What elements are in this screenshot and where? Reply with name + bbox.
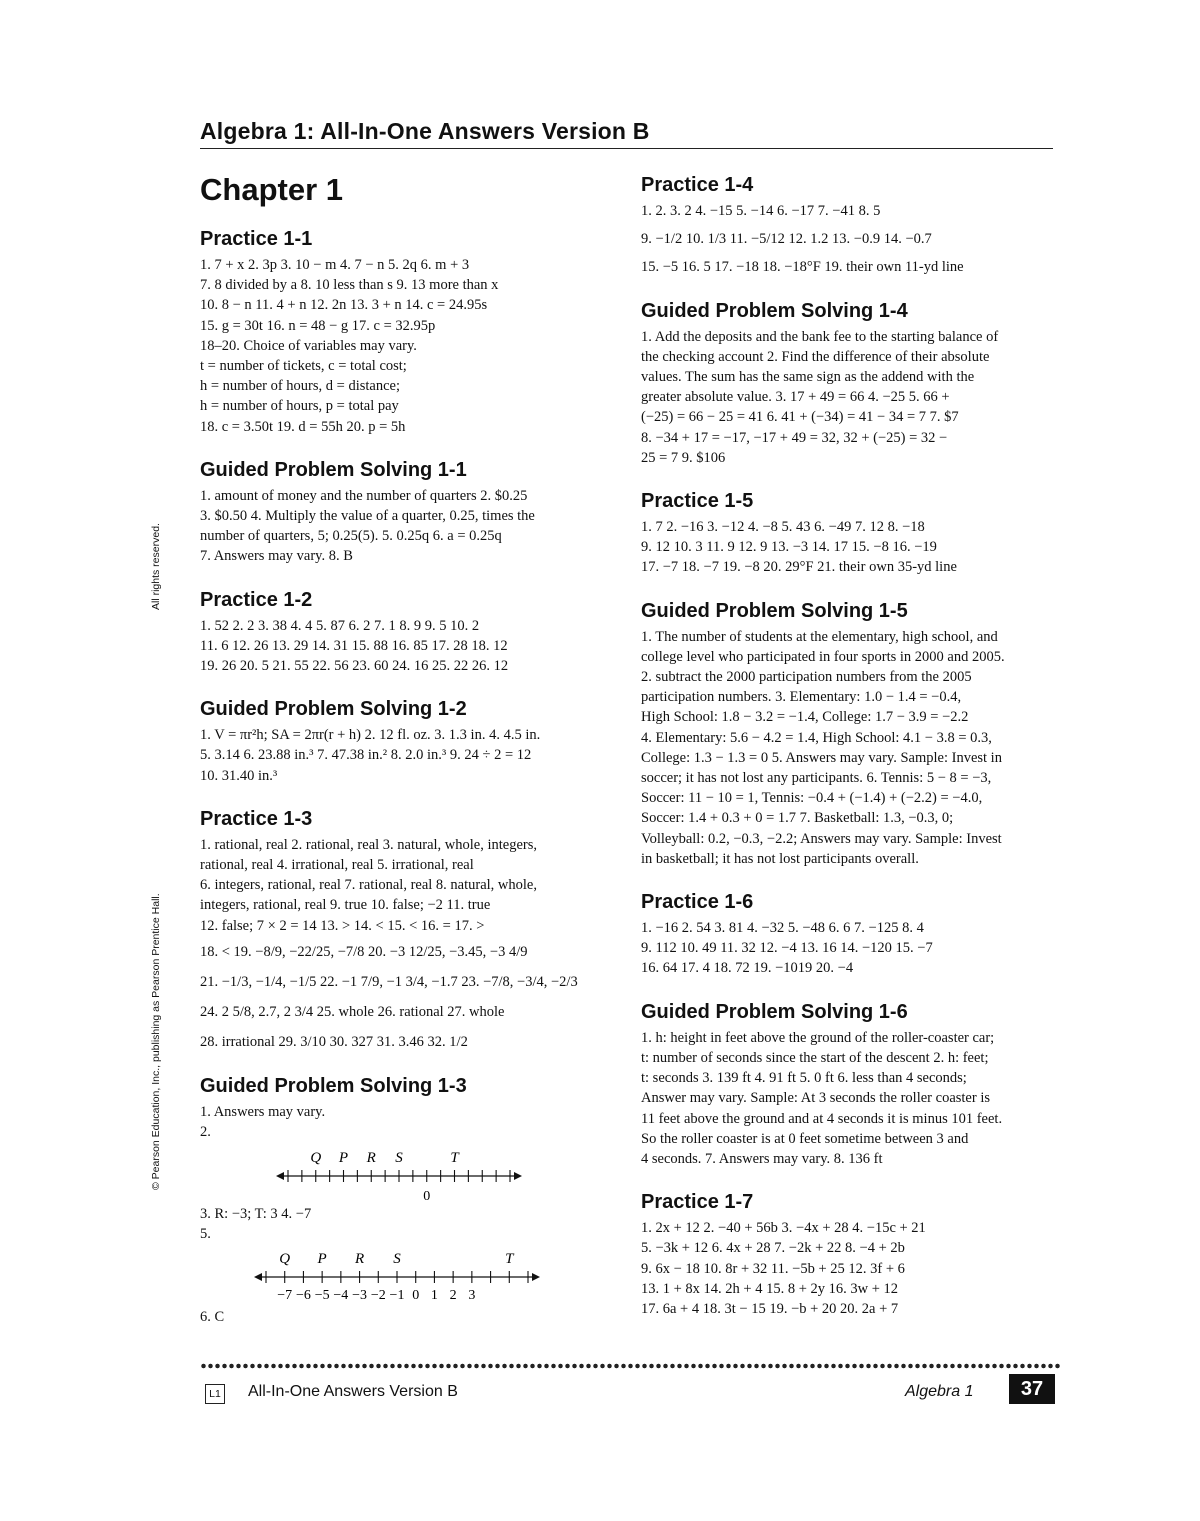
guided-1-3-answers <box>200 1102 620 1327</box>
point-label: P <box>338 1150 349 1167</box>
answer-line: the checking account 2. Find the difference of their absolute <box>641 348 990 365</box>
guided-1-2-title: Guided Problem Solving 1-2 <box>200 698 467 721</box>
answer-line: h = number of hours, d = distance; <box>200 378 400 395</box>
answer-line: Soccer: 11 − 10 = 1, Tennis: −0.4 + (−1.4) + (−2.2) = −4.0, <box>641 790 983 807</box>
answer-line: 1. Answers may vary. <box>200 1103 326 1120</box>
answer-line: soccer; it has not lost any participants. 6. Tennis: 5 − 8 = −3, <box>641 770 992 787</box>
right-column <box>641 168 1061 1319</box>
tick-label: 0 <box>423 1189 431 1201</box>
answer-line: 1. −16 2. 54 3. 81 4. −32 5. −48 6. 6 7. −125 8. 4 <box>641 920 924 937</box>
answer-line: 1. The number of students at the elementary, high school, and <box>641 628 998 645</box>
tick-label: −3 <box>352 1287 368 1303</box>
answer-line: 15. −5 16. 5 17. −18 18. −18°F 19. their own 11-yd line <box>641 259 964 276</box>
answer-line: 12. false; 7 × 2 = 14 13. > 14. < 15. < 16. = 17. > <box>200 917 485 934</box>
answer-line: integers, rational, real 9. true 10. false; −2 11. true <box>200 897 491 914</box>
rights-text: All rights reserved. <box>150 523 162 610</box>
page-number: 37 <box>1009 1374 1055 1404</box>
answer-line: 5. 3.14 6. 23.88 in.³ 7. 47.38 in.² 8. 2.0 in.³ 9. 24 ÷ 2 = 12 <box>200 747 532 764</box>
chapter-title: Chapter 1 <box>200 172 343 207</box>
tick-label: 1 <box>430 1287 438 1303</box>
practice-1-4-answers <box>641 201 1061 278</box>
tick-label: −2 <box>370 1287 386 1303</box>
answer-line: 17. 6a + 4 18. 3t − 15 19. −b + 20 20. 2a + 7 <box>641 1300 899 1317</box>
answer-line: 15. g = 30t 16. n = 48 − g 17. c = 32.95p <box>200 317 436 334</box>
practice-1-6-answers <box>641 918 1061 979</box>
answer-line: 5. −3k + 12 6. 4x + 28 7. −2k + 22 8. −4 + 2b <box>641 1240 905 1257</box>
left-arrow-icon <box>254 1273 262 1281</box>
answer-line: High School: 1.8 − 3.2 = −1.4, College: 1.7 − 3.9 = −2.2 <box>641 709 969 726</box>
answer-line: 1. 2. 3. 2 4. −15 5. −14 6. −17 7. −41 8. 5 <box>641 203 881 219</box>
answer-line: 18. < 19. −8/9, −22/25, −7/8 20. −3 12/25, −3.45, −3 4/9 <box>200 943 528 960</box>
answer-line: values. The sum has the same sign as the addend with the <box>641 369 975 386</box>
copyright-sidebar <box>146 810 166 1190</box>
footer-dotted-rule <box>200 1362 1060 1370</box>
answer-line: 9. −1/2 10. 1/3 11. −5/12 12. 1.2 13. −0.9 14. −0.7 <box>641 231 932 248</box>
answer-line: 1. V = πr²h; SA = 2πr(r + h) 2. 12 fl. oz. 3. 1.3 in. 4. 4.5 in. <box>200 727 541 744</box>
number-line-1 <box>200 1148 620 1200</box>
point-label: S <box>395 1150 403 1167</box>
guided-1-5-answers <box>641 627 1061 869</box>
tick-label: −4 <box>333 1287 349 1303</box>
answer-line: t = number of tickets, c = total cost; <box>200 358 407 375</box>
answer-line: 9. 112 10. 49 11. 32 12. −4 13. 16 14. −120 15. −7 <box>641 940 933 957</box>
tick-label: 0 <box>412 1287 420 1303</box>
answer-line: 3. R: −3; T: 3 4. −7 <box>200 1206 312 1223</box>
point-label: S <box>393 1250 401 1267</box>
answer-line: 1. 7 + x 2. 3p 3. 10 − m 4. 7 − n 5. 2q 6. m + 3 <box>200 257 470 273</box>
tick-label: 3 <box>468 1287 476 1303</box>
practice-1-2-title: Practice 1-2 <box>200 588 313 611</box>
answer-line: 10. 8 − n 11. 4 + n 12. 2n 13. 3 + n 14. c = 24.95s <box>200 297 488 314</box>
guided-1-4-title: Guided Problem Solving 1-4 <box>641 299 908 322</box>
point-label: R <box>354 1250 365 1267</box>
answer-line: 11. 6 12. 26 13. 29 14. 31 15. 88 16. 85 17. 28 18. 12 <box>200 637 508 654</box>
tick-label: 2 <box>449 1287 457 1303</box>
answer-line: So the roller coaster is at 0 feet sometime between 3 and <box>641 1130 969 1147</box>
practice-1-7-answers <box>641 1218 1061 1319</box>
answer-line: 1. 7 2. −16 3. −12 4. −8 5. 43 6. −49 7. 12 8. −18 <box>641 519 925 536</box>
copyright-text: © Pearson Education, Inc., publishing as Pearson Prentice Hall. <box>150 893 162 1190</box>
tick-label: −1 <box>389 1287 405 1303</box>
level-badge: L1 <box>205 1384 225 1404</box>
answer-line: college level who participated in four sports in 2000 and 2005. <box>641 648 1005 665</box>
answer-line: 17. −7 18. −7 19. −8 20. 29°F 21. their own 35-yd line <box>641 559 957 576</box>
practice-1-5-title: Practice 1-5 <box>641 490 754 513</box>
point-label: R <box>366 1150 376 1167</box>
left-arrow-icon <box>276 1172 284 1180</box>
answer-line: 18. c = 3.50t 19. d = 55h 20. p = 5h <box>200 418 406 435</box>
answer-line: participation numbers. 3. Elementary: 1.0 − 1.4 = −0.4, <box>641 689 962 706</box>
answer-line: 1. rational, real 2. rational, real 3. natural, whole, integers, <box>200 836 537 853</box>
practice-1-4-title: Practice 1-4 <box>641 174 754 196</box>
header-rule <box>200 148 1053 149</box>
guided-1-3-title: Guided Problem Solving 1-3 <box>200 1074 467 1097</box>
tick-label: −5 <box>314 1287 330 1303</box>
answer-line: 2. subtract the 2000 participation numbers from the 2005 <box>641 669 972 686</box>
answer-line: Volleyball: 0.2, −0.3, −2.2; Answers may vary. Sample: Invest <box>641 830 1002 847</box>
rights-sidebar <box>146 500 166 610</box>
answer-line: t: seconds 3. 139 ft 4. 91 ft 5. 0 ft 6. less than 4 seconds; <box>641 1070 967 1087</box>
answer-line: 18–20. Choice of variables may vary. <box>200 337 417 354</box>
right-arrow-icon <box>532 1273 540 1281</box>
guided-1-1-title: Guided Problem Solving 1-1 <box>200 458 467 481</box>
practice-1-5-answers <box>641 517 1061 578</box>
answer-line: 5. <box>200 1226 211 1243</box>
answer-line: number of quarters, 5; 0.25(5). 5. 0.25q 6. a = 0.25q <box>200 528 502 545</box>
answer-line: 1. 52 2. 2 3. 38 4. 4 5. 87 6. 2 7. 1 8. 9 9. 5 10. 2 <box>200 617 480 634</box>
guided-1-6-title: Guided Problem Solving 1-6 <box>641 1000 908 1023</box>
answer-line: 6. integers, rational, real 7. rational, real 8. natural, whole, <box>200 877 537 894</box>
answer-line: 11 feet above the ground and at 4 seconds it is minus 101 feet. <box>641 1110 1003 1127</box>
practice-1-2-answers <box>200 616 620 677</box>
answer-line: 7. 8 divided by a 8. 10 less than s 9. 13 more than x <box>200 277 499 294</box>
answer-line: Answer may vary. Sample: At 3 seconds the roller coaster is <box>641 1090 990 1107</box>
answer-line: College: 1.3 − 1.3 = 0 5. Answers may vary. Sample: Invest in <box>641 749 1002 766</box>
answer-line: 25 = 7 9. $106 <box>641 449 726 466</box>
practice-1-6-title: Practice 1-6 <box>641 891 754 914</box>
answer-line: 8. −34 + 17 = −17, −17 + 49 = 32, 32 + (−25) = 32 − <box>641 429 948 446</box>
page-header-title: Algebra 1: All-In-One Answers Version B <box>200 118 650 144</box>
answer-line: 6. C <box>200 1308 225 1325</box>
answer-line: h = number of hours, p = total pay <box>200 398 399 415</box>
answer-line: 10. 31.40 in.³ <box>200 767 278 784</box>
guided-1-2-answers <box>200 725 620 786</box>
number-line-2-graphic <box>200 1251 545 1303</box>
answer-line: 21. −1/3, −1/4, −1/5 22. −1 7/9, −1 3/4, −1.7 23. −7/8, −3/4, −2/3 <box>200 974 578 991</box>
tick-label: −6 <box>295 1287 311 1303</box>
answer-line: 1. 2x + 12 2. −40 + 56b 3. −4x + 28 4. −15c + 21 <box>641 1220 926 1237</box>
right-arrow-icon <box>514 1172 522 1180</box>
answer-line: 7. Answers may vary. 8. B <box>200 548 353 565</box>
answer-line: 9. 6x − 18 10. 8r + 32 11. −5b + 25 12. 3f + 6 <box>641 1260 905 1277</box>
tick-label: −7 <box>277 1287 293 1303</box>
practice-1-1-title: Practice 1-1 <box>200 228 313 250</box>
answer-line: 13. 1 + 8x 14. 2h + 4 15. 8 + 2y 16. 3w + 12 <box>641 1280 899 1297</box>
number-line-2 <box>200 1251 620 1303</box>
answer-line: 2. <box>200 1123 211 1140</box>
answer-line: 24. 2 5/8, 2.7, 2 3/4 25. whole 26. rational 27. whole <box>200 1004 505 1021</box>
practice-1-3-answers <box>200 835 620 1053</box>
answer-line: Soccer: 1.4 + 0.3 + 0 = 1.7 7. Basketball: 1.3, −0.3, 0; <box>641 810 954 827</box>
practice-1-1-answers <box>200 255 620 437</box>
answer-line: 1. h: height in feet above the ground of the roller-coaster car; <box>641 1029 995 1046</box>
answer-line: 9. 12 10. 3 11. 9 12. 9 13. −3 14. 17 15. −8 16. −19 <box>641 539 937 556</box>
footer-book-title: All-In-One Answers Version B <box>248 1383 458 1400</box>
answer-line: 4. Elementary: 5.6 − 4.2 = 1.4, High School: 4.1 − 3.8 = 0.3, <box>641 729 992 746</box>
answer-line: t: number of seconds since the start of the descent 2. h: feet; <box>641 1049 989 1066</box>
guided-1-6-answers <box>641 1028 1061 1169</box>
point-label: Q <box>310 1150 322 1167</box>
answer-line: 28. irrational 29. 3/10 30. 327 31. 3.46 32. 1/2 <box>200 1034 468 1051</box>
point-label: P <box>317 1250 327 1267</box>
answer-line: 19. 26 20. 5 21. 55 22. 56 23. 60 24. 16 25. 22 26. 12 <box>200 658 509 675</box>
guided-1-5-title: Guided Problem Solving 1-5 <box>641 599 908 622</box>
guided-1-1-answers <box>200 486 620 567</box>
point-label: Q <box>279 1250 291 1267</box>
guided-1-4-answers <box>641 327 1061 468</box>
answer-line: greater absolute value. 3. 17 + 49 = 66 4. −25 5. 66 + <box>641 389 950 406</box>
footer-course: Algebra 1 <box>905 1383 974 1400</box>
answer-line: 1. amount of money and the number of quarters 2. $0.25 <box>200 487 528 504</box>
practice-1-7-title: Practice 1-7 <box>641 1191 754 1214</box>
answer-line: in basketball; it has not lost participants overall. <box>641 850 919 867</box>
number-line-1-graphic <box>200 1148 530 1200</box>
left-column <box>200 168 620 1327</box>
answer-line: rational, real 4. irrational, real 5. irrational, real <box>200 857 474 874</box>
answer-line: 16. 64 17. 4 18. 72 19. −1019 20. −4 <box>641 960 854 977</box>
answer-line: (−25) = 66 − 25 = 41 6. 41 + (−34) = 41 − 34 = 7 7. $7 <box>641 409 959 426</box>
point-label: T <box>505 1250 514 1267</box>
answer-line: 3. $0.50 4. Multiply the value of a quarter, 0.25, times the <box>200 508 535 525</box>
practice-1-3-title: Practice 1-3 <box>200 807 313 830</box>
answer-line: 4 seconds. 7. Answers may vary. 8. 136 ft <box>641 1150 883 1167</box>
answer-line: 1. Add the deposits and the bank fee to the starting balance of <box>641 328 999 345</box>
point-label: T <box>450 1150 459 1167</box>
